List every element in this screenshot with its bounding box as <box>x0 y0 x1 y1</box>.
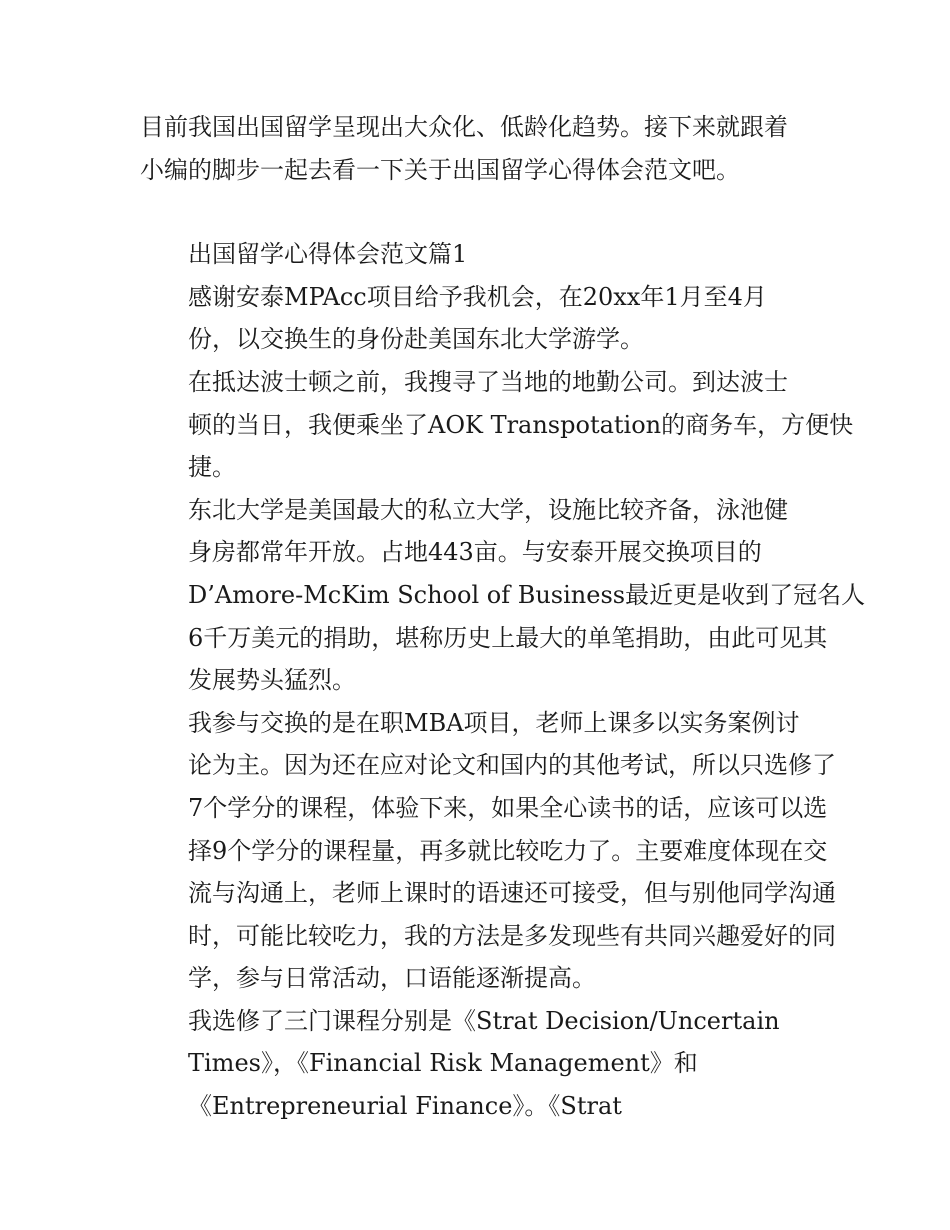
text-line: 顿的当日，我便乘坐了AOK Transpotation的商务车，方便快 <box>188 410 854 439</box>
text-line: 7个学分的课程，体验下来，如果全心读书的话，应该可以选 <box>188 793 828 822</box>
paragraph <box>140 489 866 702</box>
text-line: 我选修了三门课程分别是《Strat Decision/Uncertain <box>188 1006 780 1035</box>
text-line: 时，可能比较吃力，我的方法是多发现些有共同兴趣爱好的同 <box>188 921 836 950</box>
text-line: 《Entrepreneurial Finance》。《Strat <box>188 1092 622 1121</box>
text-line: 身房都常年开放。占地443亩。与安泰开展交换项目的 <box>188 538 762 567</box>
text-line: 流与沟通上，老师上课时的语速还可接受，但与别他同学沟通 <box>188 879 836 908</box>
text-line: 择9个学分的课程量，再多就比较吃力了。主要难度体现在交 <box>188 836 828 865</box>
paragraph <box>140 276 812 361</box>
text-line: Times》，《Financial Risk Management》和 <box>188 1049 698 1078</box>
paragraph <box>140 702 836 1000</box>
text-line: 发展势头猛烈。 <box>188 666 356 695</box>
text-line: 份，以交换生的身份赴美国东北大学游学。 <box>188 325 644 354</box>
text-line: 6千万美元的捐助，堪称历史上最大的单笔捐助，由此可见其 <box>188 623 828 652</box>
text-line: 论为主。因为还在应对论文和国内的其他考试，所以只选修了 <box>188 751 836 780</box>
text-line: 捷。 <box>188 453 236 482</box>
section-title: 出国留学心得体会范文篇1 <box>188 240 468 269</box>
document-body <box>140 106 866 1128</box>
text-line: 学，参与日常活动，口语能逐渐提高。 <box>188 964 596 993</box>
text-line: 感谢安泰MPAcc项目给予我机会，在20xx年1月至4月 <box>188 282 767 311</box>
text-line: 东北大学是美国最大的私立大学，设施比较齐备，泳池健 <box>188 495 788 524</box>
text-line: 目前我国出国留学呈现出大众化、低龄化趋势。接下来就跟着 <box>140 113 788 141</box>
text-line: 我参与交换的是在职MBA项目，老师上课多以实务案例讨 <box>188 708 800 737</box>
paragraph <box>140 361 854 489</box>
text-line: D’Amore-McKim School of Business最近更是收到了冠名人 <box>188 580 866 609</box>
text-line: 在抵达波士顿之前，我搜寻了当地的地勤公司。到达波士 <box>188 367 788 396</box>
paragraph <box>140 1000 812 1128</box>
text-line: 小编的脚步一起去看一下关于出国留学心得体会范文吧。 <box>140 155 740 184</box>
intro-paragraph <box>140 106 812 191</box>
